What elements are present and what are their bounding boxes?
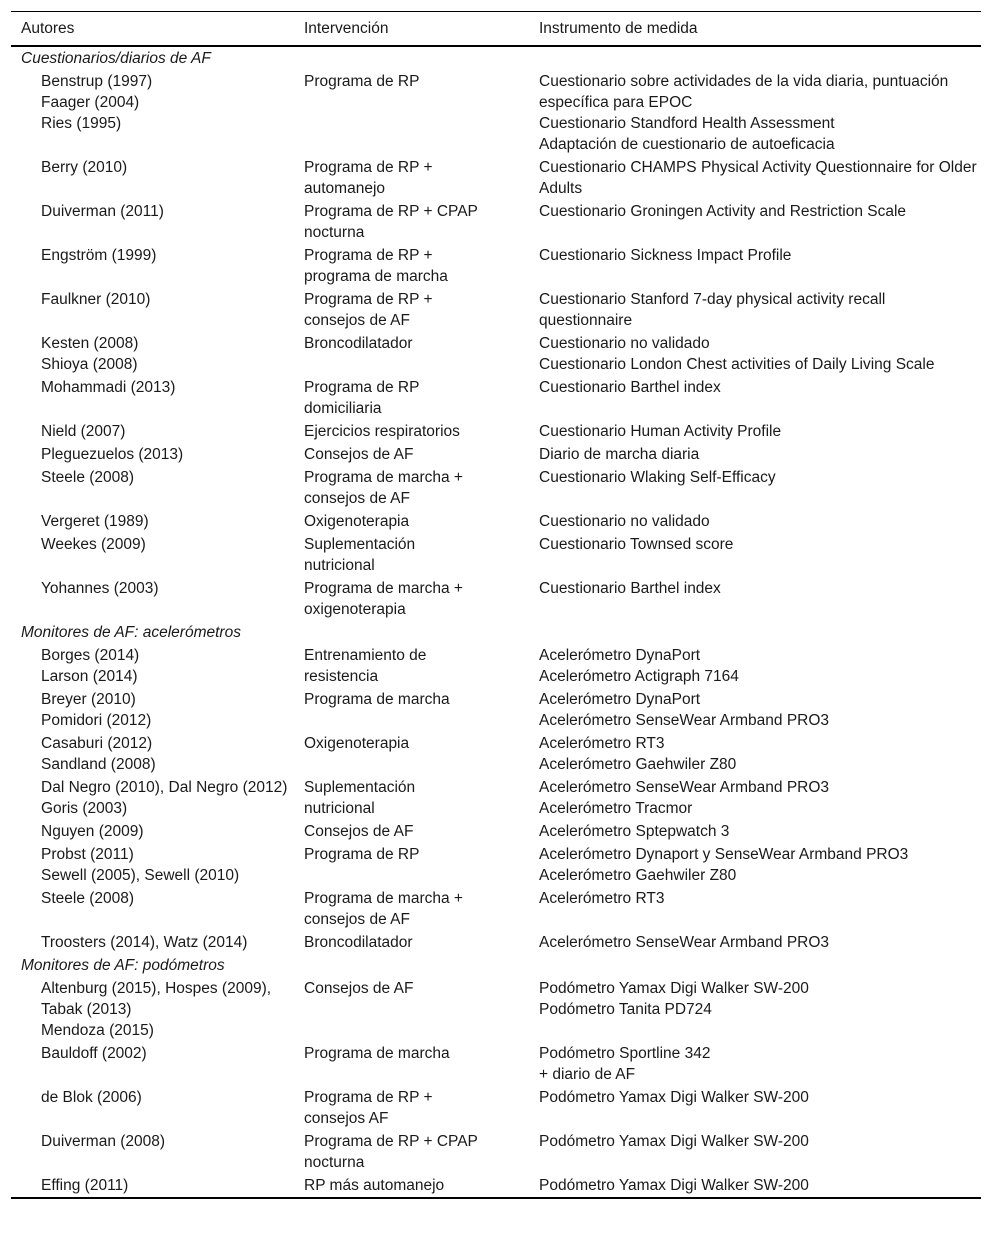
author-cell: Berry (2010) bbox=[41, 159, 128, 176]
author-cell: Altenburg (2015), Hospes (2009), Tabak (2013) Mendoza (2015) bbox=[41, 980, 272, 1039]
instrument-cell: Cuestionario Wlaking Self-Efficacy bbox=[539, 469, 776, 486]
intervention-cell: Programa de RP bbox=[304, 73, 420, 90]
table-row bbox=[11, 244, 981, 288]
table-row bbox=[11, 288, 981, 332]
intervention-cell: Suplementación nutricional bbox=[304, 536, 416, 574]
author-cell: Effing (2011) bbox=[41, 1177, 129, 1194]
table-row bbox=[11, 533, 981, 577]
instrument-cell: Acelerómetro RT3 bbox=[539, 890, 665, 907]
table-row bbox=[11, 931, 981, 954]
author-cell: Borges (2014) Larson (2014) bbox=[41, 647, 140, 685]
instrument-cell: Acelerómetro Sptepwatch 3 bbox=[539, 823, 730, 840]
author-cell: Probst (2011) Sewell (2005), Sewell (2010) bbox=[41, 846, 240, 884]
studies-table bbox=[11, 11, 981, 1199]
header-intervencion: Intervención bbox=[304, 20, 389, 37]
intervention-cell: Programa de marcha + consejos de AF bbox=[304, 890, 463, 928]
author-cell: Duiverman (2011) bbox=[41, 203, 164, 220]
table-row bbox=[11, 843, 981, 887]
instrument-cell: Cuestionario Stanford 7-day physical activity recall questionnaire bbox=[539, 291, 886, 329]
instrument-cell: Acelerómetro Dynaport y SenseWear Armband PRO3 Acelerómetro Gaehwiler Z80 bbox=[539, 846, 909, 884]
author-cell: Steele (2008) bbox=[41, 469, 135, 486]
table-row bbox=[11, 70, 981, 156]
table-row bbox=[11, 887, 981, 931]
intervention-cell: Programa de RP + consejos AF bbox=[304, 1089, 433, 1127]
instrument-cell: Cuestionario no validado Cuestionario London Chest activities of Daily Living Scale bbox=[539, 335, 935, 373]
table-row bbox=[11, 156, 981, 200]
table-row bbox=[11, 1130, 981, 1174]
table-row bbox=[11, 466, 981, 510]
author-cell: Engström (1999) bbox=[41, 247, 157, 264]
intervention-cell: Programa de marcha + oxigenoterapia bbox=[304, 580, 463, 618]
author-cell: Yohannes (2003) bbox=[41, 580, 159, 597]
author-cell: de Blok (2006) bbox=[41, 1089, 142, 1106]
intervention-cell: Consejos de AF bbox=[304, 823, 414, 840]
instrument-cell: Podómetro Yamax Digi Walker SW-200 bbox=[539, 1133, 809, 1150]
table-row bbox=[11, 732, 981, 776]
author-cell: Weekes (2009) bbox=[41, 536, 146, 553]
author-cell: Benstrup (1997) Faager (2004) Ries (1995) bbox=[41, 73, 153, 132]
instrument-cell: Cuestionario Sickness Impact Profile bbox=[539, 247, 792, 264]
table-row bbox=[11, 510, 981, 533]
author-cell: Nield (2007) bbox=[41, 423, 126, 440]
author-cell: Kesten (2008) Shioya (2008) bbox=[41, 335, 139, 373]
header-instrumento: Instrumento de medida bbox=[539, 20, 698, 37]
header-autores: Autores bbox=[21, 20, 75, 37]
section-row bbox=[11, 46, 981, 70]
instrument-cell: Cuestionario Groningen Activity and Restriction Scale bbox=[539, 203, 907, 220]
instrument-cell: Cuestionario CHAMPS Physical Activity Questionnaire for Older Adults bbox=[539, 159, 977, 197]
author-cell: Steele (2008) bbox=[41, 890, 135, 907]
intervention-cell: Programa de RP + programa de marcha bbox=[304, 247, 448, 285]
header-row bbox=[11, 12, 981, 47]
intervention-cell: Suplementación nutricional bbox=[304, 779, 416, 817]
table-row bbox=[11, 577, 981, 621]
table-row bbox=[11, 776, 981, 820]
instrument-cell: Cuestionario no validado bbox=[539, 513, 710, 530]
intervention-cell: Programa de marcha bbox=[304, 691, 450, 708]
intervention-cell: Consejos de AF bbox=[304, 980, 414, 997]
intervention-cell: Programa de RP domiciliaria bbox=[304, 379, 420, 417]
author-cell: Bauldoff (2002) bbox=[41, 1045, 147, 1062]
section-row bbox=[11, 621, 981, 644]
table-row bbox=[11, 977, 981, 1042]
section-title: Monitores de AF: acelerómetros bbox=[21, 624, 241, 641]
instrument-cell: Cuestionario Barthel index bbox=[539, 580, 721, 597]
author-cell: Casaburi (2012) Sandland (2008) bbox=[41, 735, 156, 773]
intervention-cell: Programa de RP + CPAP nocturna bbox=[304, 1133, 478, 1171]
intervention-cell: Programa de RP + consejos de AF bbox=[304, 291, 433, 329]
table-row bbox=[11, 644, 981, 688]
table-row bbox=[11, 200, 981, 244]
intervention-cell: Programa de marcha + consejos de AF bbox=[304, 469, 463, 507]
instrument-cell: Cuestionario sobre actividades de la vida diaria, puntuación específica para EPOC Cuestionario Standford Health Assessment Adaptación de cuestionario de autoeficacia bbox=[539, 73, 949, 153]
instrument-cell: Podómetro Yamax Digi Walker SW-200 Podómetro Tanita PD724 bbox=[539, 980, 809, 1018]
instrument-cell: Podómetro Sportline 342 + diario de AF bbox=[539, 1045, 711, 1083]
instrument-cell: Acelerómetro RT3 Acelerómetro Gaehwiler Z80 bbox=[539, 735, 737, 773]
table-row bbox=[11, 376, 981, 420]
intervention-cell: Programa de RP bbox=[304, 846, 420, 863]
section-row bbox=[11, 954, 981, 977]
intervention-cell: Programa de RP + automanejo bbox=[304, 159, 433, 197]
intervention-cell: Oxigenoterapia bbox=[304, 735, 410, 752]
intervention-cell: Broncodilatador bbox=[304, 335, 413, 352]
intervention-cell: Consejos de AF bbox=[304, 446, 414, 463]
instrument-cell: Acelerómetro SenseWear Armband PRO3 Acelerómetro Tracmor bbox=[539, 779, 830, 817]
instrument-cell: Cuestionario Human Activity Profile bbox=[539, 423, 782, 440]
intervention-cell: Programa de RP + CPAP nocturna bbox=[304, 203, 478, 241]
instrument-cell: Diario de marcha diaria bbox=[539, 446, 700, 463]
table-row bbox=[11, 820, 981, 843]
intervention-cell: Programa de marcha bbox=[304, 1045, 450, 1062]
author-cell: Nguyen (2009) bbox=[41, 823, 144, 840]
instrument-cell: Podómetro Yamax Digi Walker SW-200 bbox=[539, 1089, 809, 1106]
instrument-cell: Acelerómetro SenseWear Armband PRO3 bbox=[539, 934, 830, 951]
instrument-cell: Acelerómetro DynaPort Acelerómetro Actigraph 7164 bbox=[539, 647, 739, 685]
table-row bbox=[11, 1086, 981, 1130]
instrument-cell: Cuestionario Townsed score bbox=[539, 536, 734, 553]
table-row bbox=[11, 1174, 981, 1198]
author-cell: Mohammadi (2013) bbox=[41, 379, 176, 396]
section-title: Cuestionarios/diarios de AF bbox=[21, 50, 211, 67]
table-row bbox=[11, 688, 981, 732]
intervention-cell: RP más automanejo bbox=[304, 1177, 445, 1194]
author-cell: Vergeret (1989) bbox=[41, 513, 149, 530]
table-row bbox=[11, 443, 981, 466]
intervention-cell: Ejercicios respiratorios bbox=[304, 423, 460, 440]
table-row bbox=[11, 1042, 981, 1086]
instrument-cell: Podómetro Yamax Digi Walker SW-200 bbox=[539, 1177, 809, 1194]
table-row bbox=[11, 332, 981, 376]
author-cell: Breyer (2010) Pomidori (2012) bbox=[41, 691, 152, 729]
table-body bbox=[11, 46, 981, 1198]
author-cell: Pleguezuelos (2013) bbox=[41, 446, 184, 463]
intervention-cell: Oxigenoterapia bbox=[304, 513, 410, 530]
instrument-cell: Acelerómetro DynaPort Acelerómetro SenseWear Armband PRO3 bbox=[539, 691, 830, 729]
intervention-cell: Broncodilatador bbox=[304, 934, 413, 951]
table-row bbox=[11, 420, 981, 443]
author-cell: Duiverman (2008) bbox=[41, 1133, 166, 1150]
instrument-cell: Cuestionario Barthel index bbox=[539, 379, 721, 396]
author-cell: Troosters (2014), Watz (2014) bbox=[41, 934, 248, 951]
author-cell: Dal Negro (2010), Dal Negro (2012) Goris (2003) bbox=[41, 779, 288, 817]
section-title: Monitores de AF: podómetros bbox=[21, 957, 225, 974]
author-cell: Faulkner (2010) bbox=[41, 291, 151, 308]
intervention-cell: Entrenamiento de resistencia bbox=[304, 647, 427, 685]
